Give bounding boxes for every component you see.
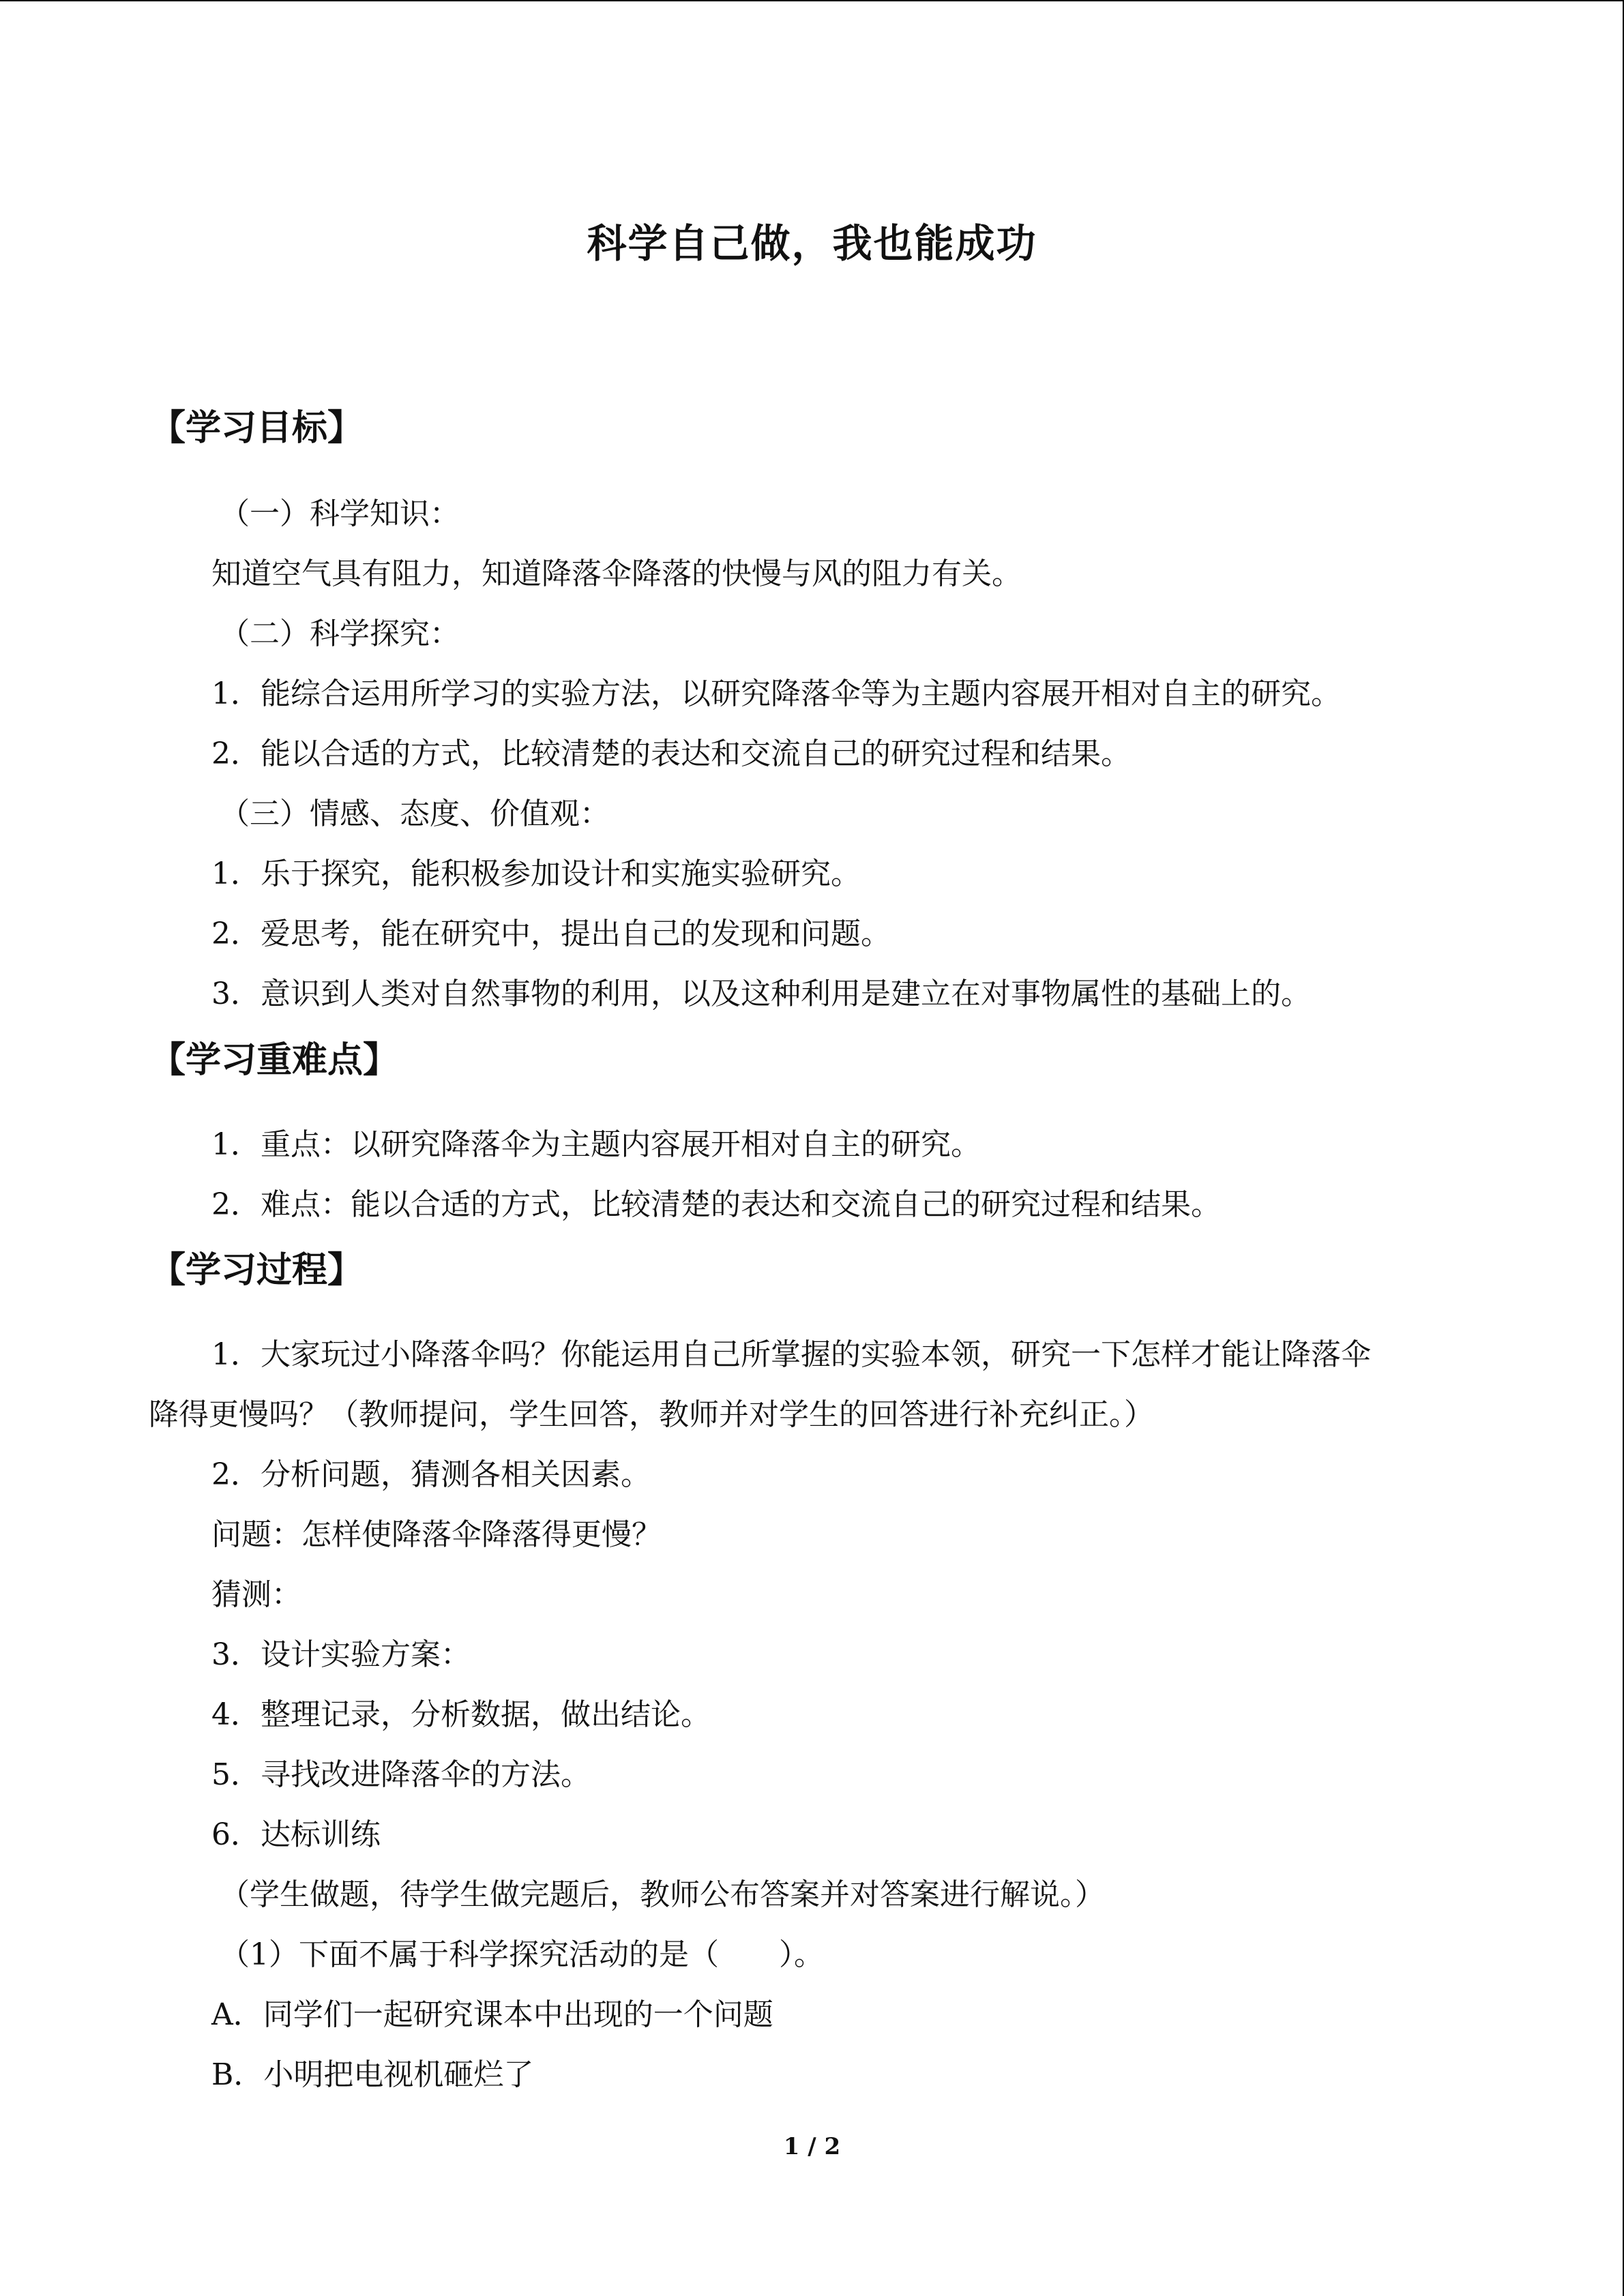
process-line: B．小明把电视机砸烂了 [211, 2057, 534, 2092]
goals-line: 1．乐于探究，能积极参加设计和实施实验研究。 [211, 856, 861, 891]
process-line: 4．整理记录，分析数据，做出结论。 [211, 1697, 711, 1732]
goals-line: 2．爱思考，能在研究中，提出自己的发现和问题。 [211, 916, 891, 951]
goals-line: （二）科学探究： [220, 616, 460, 651]
page-number: 1 / 2 [783, 2133, 841, 2160]
goals-line: （一）科学知识： [220, 496, 460, 531]
keypoints-line: 2．难点：能以合适的方式，比较清楚的表达和交流自己的研究过程和结果。 [211, 1187, 1221, 1222]
keypoints-line: 1．重点：以研究降落伞为主题内容展开相对自主的研究。 [211, 1127, 981, 1162]
section-heading-goals: 【学习目标】 [150, 408, 364, 449]
goals-line: 知道空气具有阻力，知道降落伞降落的快慢与风的阻力有关。 [211, 556, 1022, 591]
process-line: 1．大家玩过小降落伞吗？你能运用自己所掌握的实验本领，研究一下怎样才能让降落伞 [211, 1337, 1371, 1372]
goals-line: 3．意识到人类对自然事物的利用，以及这种利用是建立在对事物属性的基础上的。 [211, 976, 1311, 1011]
process-line: 2．分析问题，猜测各相关因素。 [211, 1457, 651, 1492]
page-border-top [0, 0, 1624, 1]
section-heading-process: 【学习过程】 [150, 1250, 364, 1291]
process-line: （学生做题，待学生做完题后，教师公布答案并对答案进行解说。） [220, 1877, 1105, 1912]
page-title: 科学自己做，我也能成功 [587, 220, 1037, 267]
goals-line: 2．能以合适的方式，比较清楚的表达和交流自己的研究过程和结果。 [211, 736, 1131, 771]
process-line: 猜测： [211, 1577, 301, 1612]
process-line: A．同学们一起研究课本中出现的一个问题 [211, 1997, 773, 2032]
process-line: 6．达标训练 [211, 1817, 381, 1852]
process-line: （1）下面不属于科学探究活动的是（ ）。 [220, 1937, 824, 1972]
goals-line: 1．能综合运用所学习的实验方法，以研究降落伞等为主题内容展开相对自主的研究。 [211, 676, 1341, 711]
process-line: 降得更慢吗？（教师提问，学生回答，教师并对学生的回答进行补充纠正。） [149, 1397, 1154, 1432]
section-heading-keypoints: 【学习重难点】 [150, 1040, 399, 1081]
process-line: 问题：怎样使降落伞降落得更慢？ [211, 1517, 662, 1552]
process-line: 5．寻找改进降落伞的方法。 [211, 1757, 591, 1792]
goals-line: （三）情感、态度、价值观： [220, 796, 610, 831]
process-line: 3．设计实验方案： [211, 1637, 471, 1672]
